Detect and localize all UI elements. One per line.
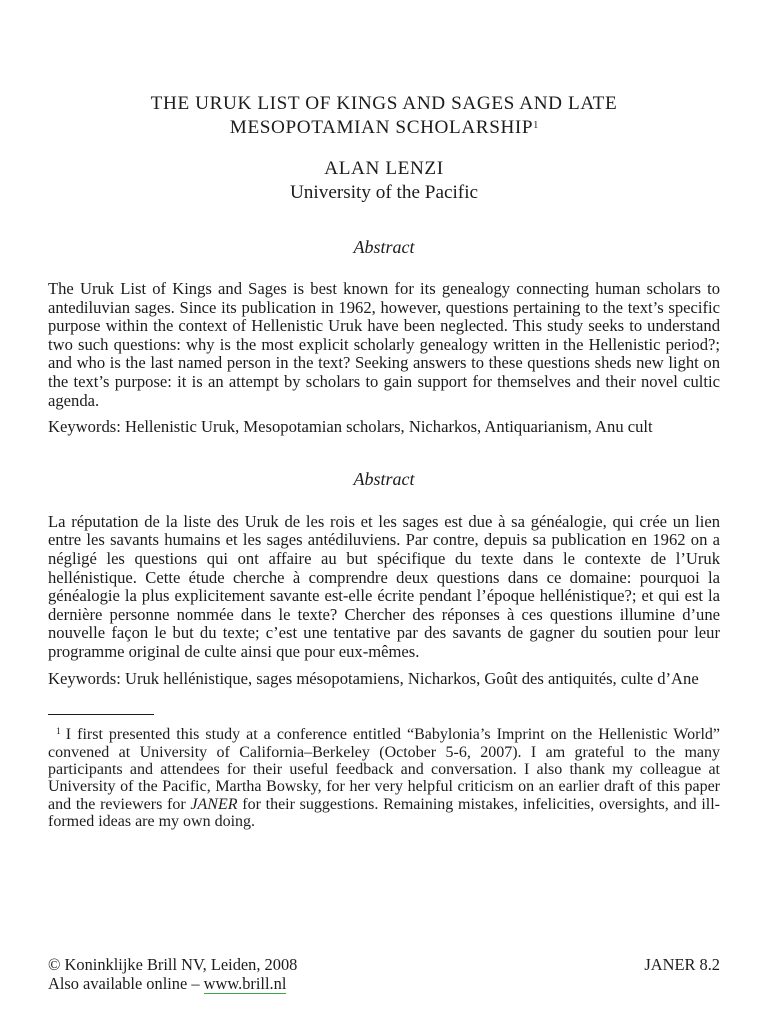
author-affiliation: University of the Pacific: [289, 182, 479, 203]
footnote: [48, 726, 720, 830]
footnote-marker: 1: [56, 727, 61, 738]
title-footnote-marker[interactable]: 1: [533, 120, 539, 131]
journal-issue: JANER 8.2: [644, 955, 720, 974]
footnote-journal-abbrev: JANER: [190, 795, 238, 813]
footer-online-line: [48, 975, 720, 994]
abstract-heading-french: Abstract: [353, 468, 415, 489]
abstract-text-french: La réputation de la liste des Uruk de les rois et les sages est due à sa généalogie, qui crée un lien entre les savants humains et les sages antédiluviens. Par contre, depuis sa publication en 1962 on a négligé les questions qui ont affaire au but spécifique du texte dans le contexte de l’Uruk hellénistique. Cette étude cherche à comprendre deux questions dans ce domaine: pourquoi la généalogie la plus explicitement savante est-elle écrite pendant l’époque hellénistique?; et qui est la dernière personne nommée dans le texte? Chercher des réponses à ces questions illumine d’une nouvelle façon le but du texte; c’est une tentative par des savants de gagner du soutien pour leur programme original de culte ainsi que pour eux-mêmes.: [48, 511, 720, 661]
footnote-text: I first presented this study at a conference entitled “Babylonia’s Imprint on the Hellenistic World” convened at University of California–Berkeley (October 5-6, 2007). I am grateful to the many participants and attendees for their useful feedback and conversation. I also thank my colleague at University of the Pacific, Martha Bowsky, for her very helpful criticism on an earlier draft of this paper and the reviewers for: [48, 726, 720, 813]
title-line-2: MESOPOTAMIAN SCHOLARSHIP: [229, 117, 534, 138]
abstract-heading-english: Abstract: [353, 237, 415, 257]
online-availability-label: Also available online –: [48, 973, 204, 993]
article-page: [48, 92, 720, 831]
footer-top-row: [48, 956, 720, 975]
keywords-english: Keywords: Hellenistic Uruk, Mesopotamian scholars, Nicharkos, Antiquarianism, Anu cult: [48, 417, 653, 437]
copyright-notice: © Koninklijke Brill NV, Leiden, 2008: [48, 955, 298, 974]
author-name: ALAN LENZI: [324, 158, 444, 179]
footnote-text-end: for their suggestions. Remaining mistakes, infelicities, oversights, and ill-formed ideas are my own doing.: [48, 795, 721, 831]
publisher-website-link[interactable]: www.brill.nl: [203, 973, 287, 993]
page-footer: [48, 956, 720, 993]
title-line-1: THE URUK LIST OF KINGS AND SAGES AND LATE: [150, 93, 618, 114]
abstract-text-english: The Uruk List of Kings and Sages is best known for its genealogy connecting human scholars to antediluvian sages. Since its publication in 1962, however, questions pertaining to the text’s specific purpose within the context of Hellenistic Uruk have been neglected. This study seeks to understand two such questions: why is the most explicit scholarly genealogy written in the Hellenistic period?; and who is the last named person in the text? Seeking answers to these questions sheds new light on the text’s purpose: it is an attempt by scholars to gain support for themselves and their novel cultic agenda.: [48, 279, 720, 410]
footnote-divider: [48, 714, 154, 715]
keywords-french: Keywords: Uruk hellénistique, sages mésopotamiens, Nicharkos, Goût des antiquités, culte d’Ane: [48, 668, 699, 688]
article-title: [48, 92, 720, 140]
